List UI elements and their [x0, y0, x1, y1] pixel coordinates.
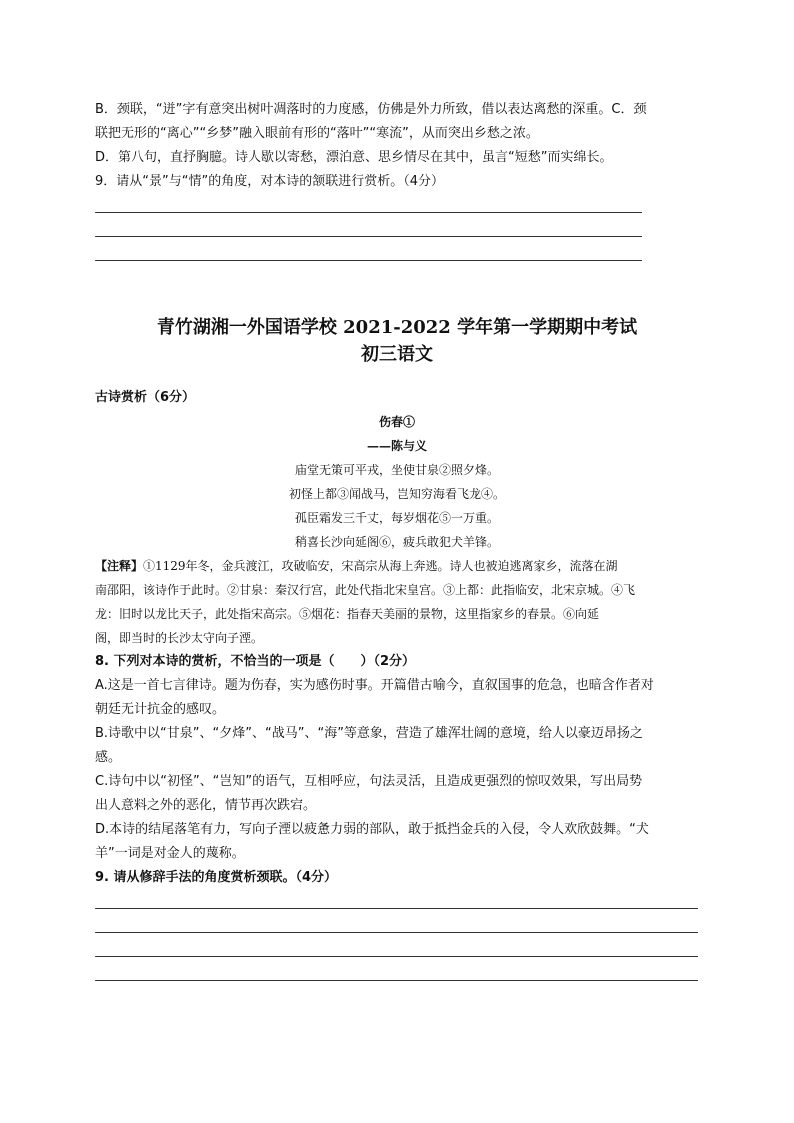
- note-line: 龙：旧时以龙比天子，此处指宋高宗。⑤烟花：指春天美丽的景物，这里指家乡的春景。⑥向延: [95, 607, 600, 621]
- answer-line[interactable]: [95, 908, 698, 909]
- note-line: 南邵阳，该诗作于此时。②甘泉：秦汉行宫，此处代指北宋皇宫。③上都：此指临安，北宋京城。④飞: [95, 583, 636, 597]
- question-9b-prompt: 9. 请从修辞手法的角度赏析颈联。（4分）: [95, 870, 338, 885]
- option-b-text: B．颈联，“迸”字有意突出树叶凋落时的力度感，仿佛是外力所致，借以表达离愁的深重。C．颈: [95, 102, 647, 117]
- poem-line: 庙堂无策可平戎，坐使甘泉②照夕烽。: [294, 463, 499, 477]
- q8-option-b-cont: 感。: [95, 750, 122, 765]
- poem-line: 初怪上都③闻战马，岂知穷海看飞龙④。: [288, 487, 505, 501]
- answer-line[interactable]: [95, 932, 698, 933]
- answer-line[interactable]: [95, 956, 698, 957]
- q8-option-d-cont: 羊”一词是对金人的蔑称。: [95, 846, 245, 861]
- question-9-prompt: 9．请从“景”与“情”的角度，对本诗的颔联进行赏析。（4分）: [95, 174, 444, 189]
- q8-option-d[interactable]: D.本诗的结尾落笔有力，写向子湮以疲惫力弱的部队，敢于抵挡金兵的入侵，令人欢欣鼓舞。“犬: [95, 822, 649, 837]
- question-8-prompt: 8. 下列对本诗的赏析，不恰当的一项是（ ）（2分）: [95, 654, 416, 669]
- note-line: 阁，即当时的长沙太守向子湮。: [95, 631, 264, 645]
- q8-option-c[interactable]: C.诗句中以“初怪”、“岂知”的语气，互相呼应，句法灵活，且造成更强烈的惊叹效果，写出局势: [95, 774, 643, 789]
- exam-subject: 初三语文: [361, 344, 433, 365]
- poem-line: 稍喜长沙向延阁⑥，疲兵敢犯犬羊锋。: [294, 535, 499, 549]
- poem-title: 伤春①: [378, 415, 415, 429]
- q8-option-a-cont: 朝廷无计抗金的感叹。: [95, 702, 226, 717]
- exam-title: 青竹湖湘一外国语学校 2021-2022 学年第一学期期中考试: [156, 317, 638, 338]
- note-text: ①1129年冬，金兵渡江，攻破临安，宋高宗从海上奔逃。诗人也被迫逃离家乡，流落在湖: [143, 559, 618, 573]
- answer-line[interactable]: [95, 236, 642, 237]
- poem-author: ——陈与义: [366, 439, 427, 453]
- q8-option-b[interactable]: B.诗歌中以“甘泉”、“夕烽”、“战马”、“海”等意象，营造了雄浑壮阔的意境，给人以豪迈昂扬之: [95, 726, 643, 741]
- option-b-continued: 联把无形的“离心”“乡梦”融入眼前有形的“落叶”“寒流”，从而突出乡愁之浓。: [95, 126, 539, 141]
- q8-option-a[interactable]: A.这是一首七言律诗。题为伤春，实为感伤时事。开篇借古喻今，直叙国事的危急，也暗含作者对: [95, 678, 654, 693]
- option-d-text: D．第八句，直抒胸臆。诗人歇以寄愁，漂泊意、思乡情尽在其中，虽言“短愁”而实绵长。: [95, 150, 613, 165]
- answer-line[interactable]: [95, 980, 698, 981]
- answer-line[interactable]: [95, 260, 642, 261]
- answer-line[interactable]: [95, 212, 642, 213]
- section-heading: 古诗赏析（6分）: [95, 390, 196, 405]
- note-label: 【注释】: [95, 559, 144, 573]
- q8-option-c-cont: 出人意料之外的恶化，情节再次跌宕。: [95, 798, 317, 813]
- note-line: [95, 554, 705, 578]
- poem-line: 孤臣霜发三千丈，每岁烟花⑤一万重。: [294, 511, 499, 525]
